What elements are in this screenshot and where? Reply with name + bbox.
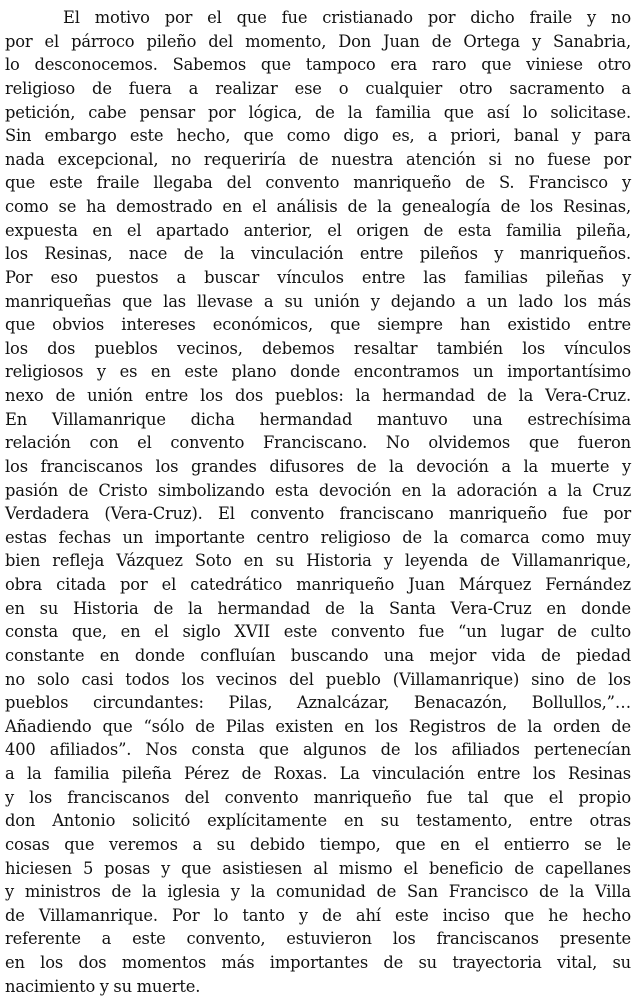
text-line: como se ha demostrado en el análisis de la genealogía de los Resinas, (5, 197, 631, 216)
text-line: los Resinas, nace de la vinculación entre pileños y manriqueños. (5, 244, 631, 264)
text-line: cosas que veremos a su debido tiempo, que en el entierro se le (5, 834, 631, 854)
text-line: relación con el convento Franciscano. No olvidemos que fueron (5, 433, 631, 453)
text-line: El motivo por el que fue cristianado por dicho fraile y no (63, 8, 631, 27)
text-line: estas fechas un importante centro religioso de la comarca como muy (5, 527, 631, 547)
text-line: manriqueñas que las llevase a su unión y dejando a un lado los más (5, 291, 631, 311)
text-line: pasión de Cristo simbolizando esta devoción en la adoración a la Cruz (5, 480, 631, 500)
text-line: a la familia pileña Pérez de Roxas. La vinculación entre los Resinas (5, 764, 631, 783)
body-paragraph (5, 6, 631, 998)
text-line: por el párroco pileño del momento, Don Juan de Ortega y Sanabria, (5, 31, 631, 51)
text-line: petición, cabe pensar por lógica, de la familia que así lo solicitase. (5, 102, 631, 122)
text-line: que obvios intereses económicos, que siempre han existido entre (5, 315, 631, 335)
text-line: nacimiento y su muerte. (5, 976, 201, 996)
text-line: religiosos y es en este plano donde encontramos un importantísimo (5, 362, 631, 382)
text-line: constante en donde confluían buscando una mejor vida de piedad (5, 645, 631, 665)
text-line: hiciesen 5 posas y que asistiesen al mismo el beneficio de capellanes (5, 858, 631, 878)
text-line: religioso de fuera a realizar ese o cualquier otro sacramento a (5, 78, 631, 98)
text-line: consta que, en el siglo XVII este convento fue “un lugar de culto (5, 622, 631, 642)
text-line: pueblos circundantes: Pilas, Aznalcázar, Benacazón, Bollullos,”… (5, 693, 631, 713)
text-line: y ministros de la iglesia y la comunidad de San Francisco de la Villa (5, 882, 631, 902)
text-line: Añadiendo que “sólo de Pilas existen en los Registros de la orden de (5, 716, 631, 736)
text-line: en los dos momentos más importantes de su trayectoria vital, su (5, 953, 631, 972)
text-line: referente a este convento, estuvieron los franciscanos presente (5, 929, 631, 949)
text-line: en su Historia de la hermandad de la Santa Vera-Cruz en donde (5, 598, 631, 618)
text-line: de Villamanrique. Por lo tanto y de ahí este inciso que he hecho (5, 905, 631, 925)
text-line: Verdadera (Vera-Cruz). El convento franciscano manriqueño fue por (5, 504, 631, 524)
text-line: bien refleja Vázquez Soto en su Historia y leyenda de Villamanrique, (5, 551, 631, 571)
text-line: don Antonio solicitó explícitamente en su testamento, entre otras (5, 811, 631, 831)
text-line: expuesta en el apartado anterior, el origen de esta familia pileña, (5, 220, 631, 240)
text-line: En Villamanrique dicha hermandad mantuvo una estrechísima (5, 409, 631, 429)
text-line: obra citada por el catedrático manriqueño Juan Márquez Fernández (5, 575, 631, 594)
text-line: Por eso puestos a buscar vínculos entre las familias pileñas y (5, 267, 631, 287)
text-line: 400 afiliados”. Nos consta que algunos de los afiliados pertenecían (5, 740, 631, 760)
text-line: los dos pueblos vecinos, debemos resaltar también los vínculos (5, 338, 631, 358)
text-line: los franciscanos los grandes difusores de la devoción a la muerte y (5, 456, 631, 476)
text-line: nexo de unión entre los dos pueblos: la hermandad de la Vera-Cruz. (5, 386, 631, 405)
text-line: nada excepcional, no requeriría de nuestra atención si no fuese por (5, 149, 631, 169)
text-line: no solo casi todos los vecinos del pueblo (Villamanrique) sino de los (5, 669, 631, 689)
text-line: que este fraile llegaba del convento manriqueño de S. Francisco y (5, 173, 631, 193)
text-line: Sin embargo este hecho, que como digo es, a priori, banal y para (5, 126, 631, 146)
text-line: y los franciscanos del convento manriqueño fue tal que el propio (5, 787, 631, 807)
text-line: lo desconocemos. Sabemos que tampoco era raro que viniese otro (5, 55, 631, 75)
